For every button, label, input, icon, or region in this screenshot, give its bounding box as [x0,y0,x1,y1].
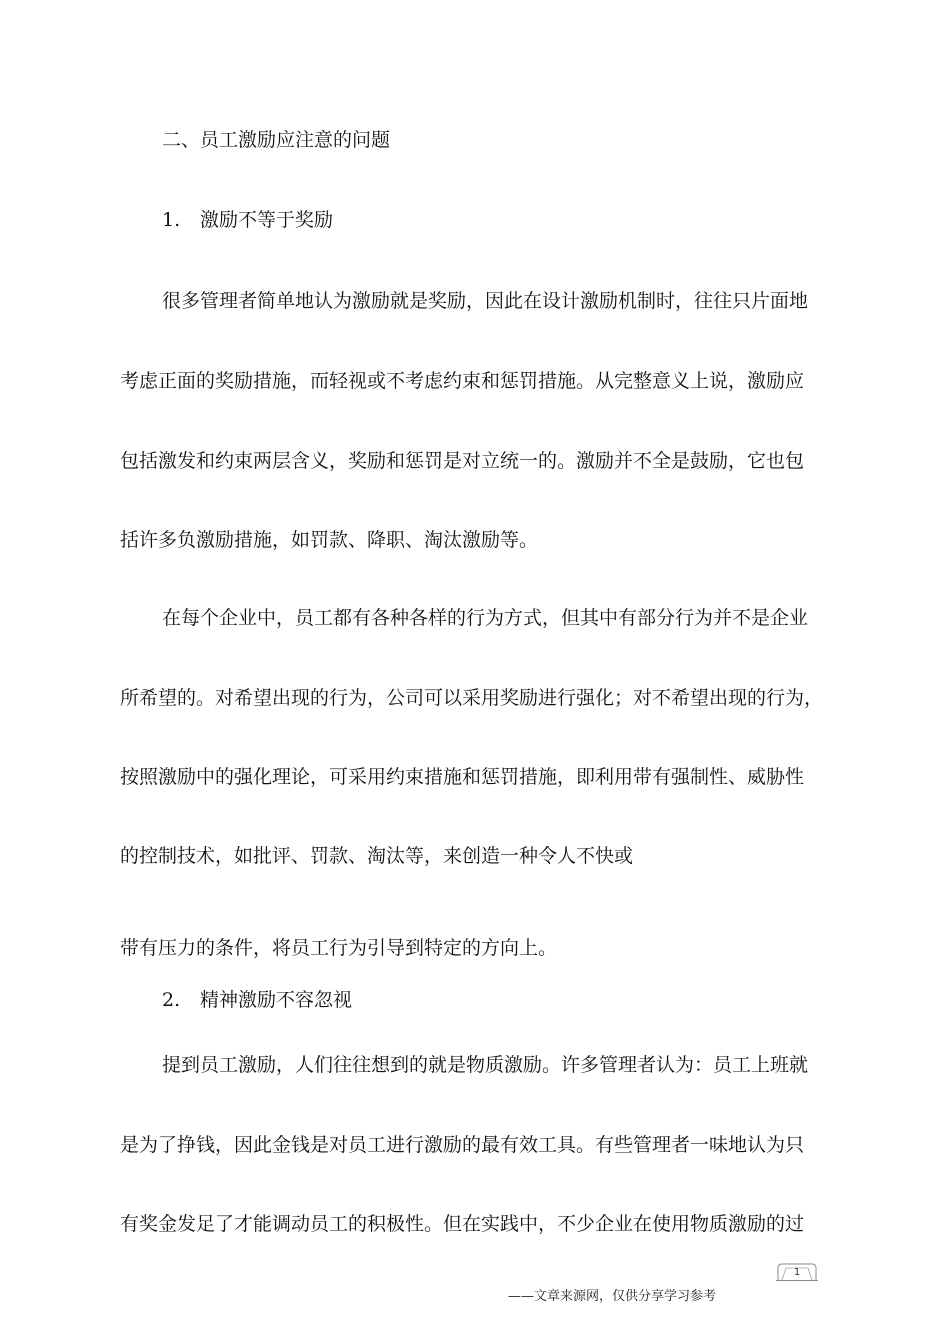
source-note: ——文章来源网，仅供分享学习参考 [508,1289,717,1304]
paragraph-line: 是为了挣钱，因此金钱是对员工进行激励的最有效工具。有些管理者一味地认为只 [120,1134,805,1156]
paragraph-line: 所希望的。对希望出现的行为，公司可以采用奖励进行强化；对不希望出现的行为， [120,687,824,709]
section-heading: 二、员工激励应注意的问题 [162,129,391,151]
subsection-1-title: 激励不等于奖励 [200,209,334,231]
paragraph-line: 提到员工激励，人们往往想到的就是物质激励。许多管理者认为：员工上班就 [162,1054,809,1076]
paragraph-line: 包括激发和约束两层含义，奖励和惩罚是对立统一的。激励并不全是鼓励，它也包 [120,450,805,472]
page-number: 1 [793,1267,801,1278]
paragraph-line: 很多管理者简单地认为激励就是奖励，因此在设计激励机制时，往往只片面地 [162,290,809,312]
paragraph-line: 有奖金发足了才能调动员工的积极性。但在实践中，不少企业在使用物质激励的过 [120,1213,805,1235]
page-number-badge [776,1262,818,1282]
paragraph-line: 考虑正面的奖励措施，而轻视或不考虑约束和惩罚措施。从完整意义上说，激励应 [120,370,805,392]
subsection-1-heading [162,208,333,232]
paragraph-line: 带有压力的条件，将员工行为引导到特定的方向上。 [120,937,558,959]
paragraph-line: 的控制技术，如批评、罚款、淘汰等，来创造一种令人不快或 [120,845,634,867]
subsection-2-number: 2. [162,989,181,1011]
paragraph-line: 在每个企业中，员工都有各种各样的行为方式，但其中有部分行为并不是企业 [162,607,809,629]
subsection-2-title: 精神激励不容忽视 [200,989,353,1011]
subsection-1-number: 1. [162,209,181,231]
subsection-2-heading [162,988,352,1012]
paragraph-line: 括许多负激励措施，如罚款、降职、淘汰激励等。 [120,529,539,551]
paragraph-line: 按照激励中的强化理论，可采用约束措施和惩罚措施，即利用带有强制性、威胁性 [120,766,805,788]
